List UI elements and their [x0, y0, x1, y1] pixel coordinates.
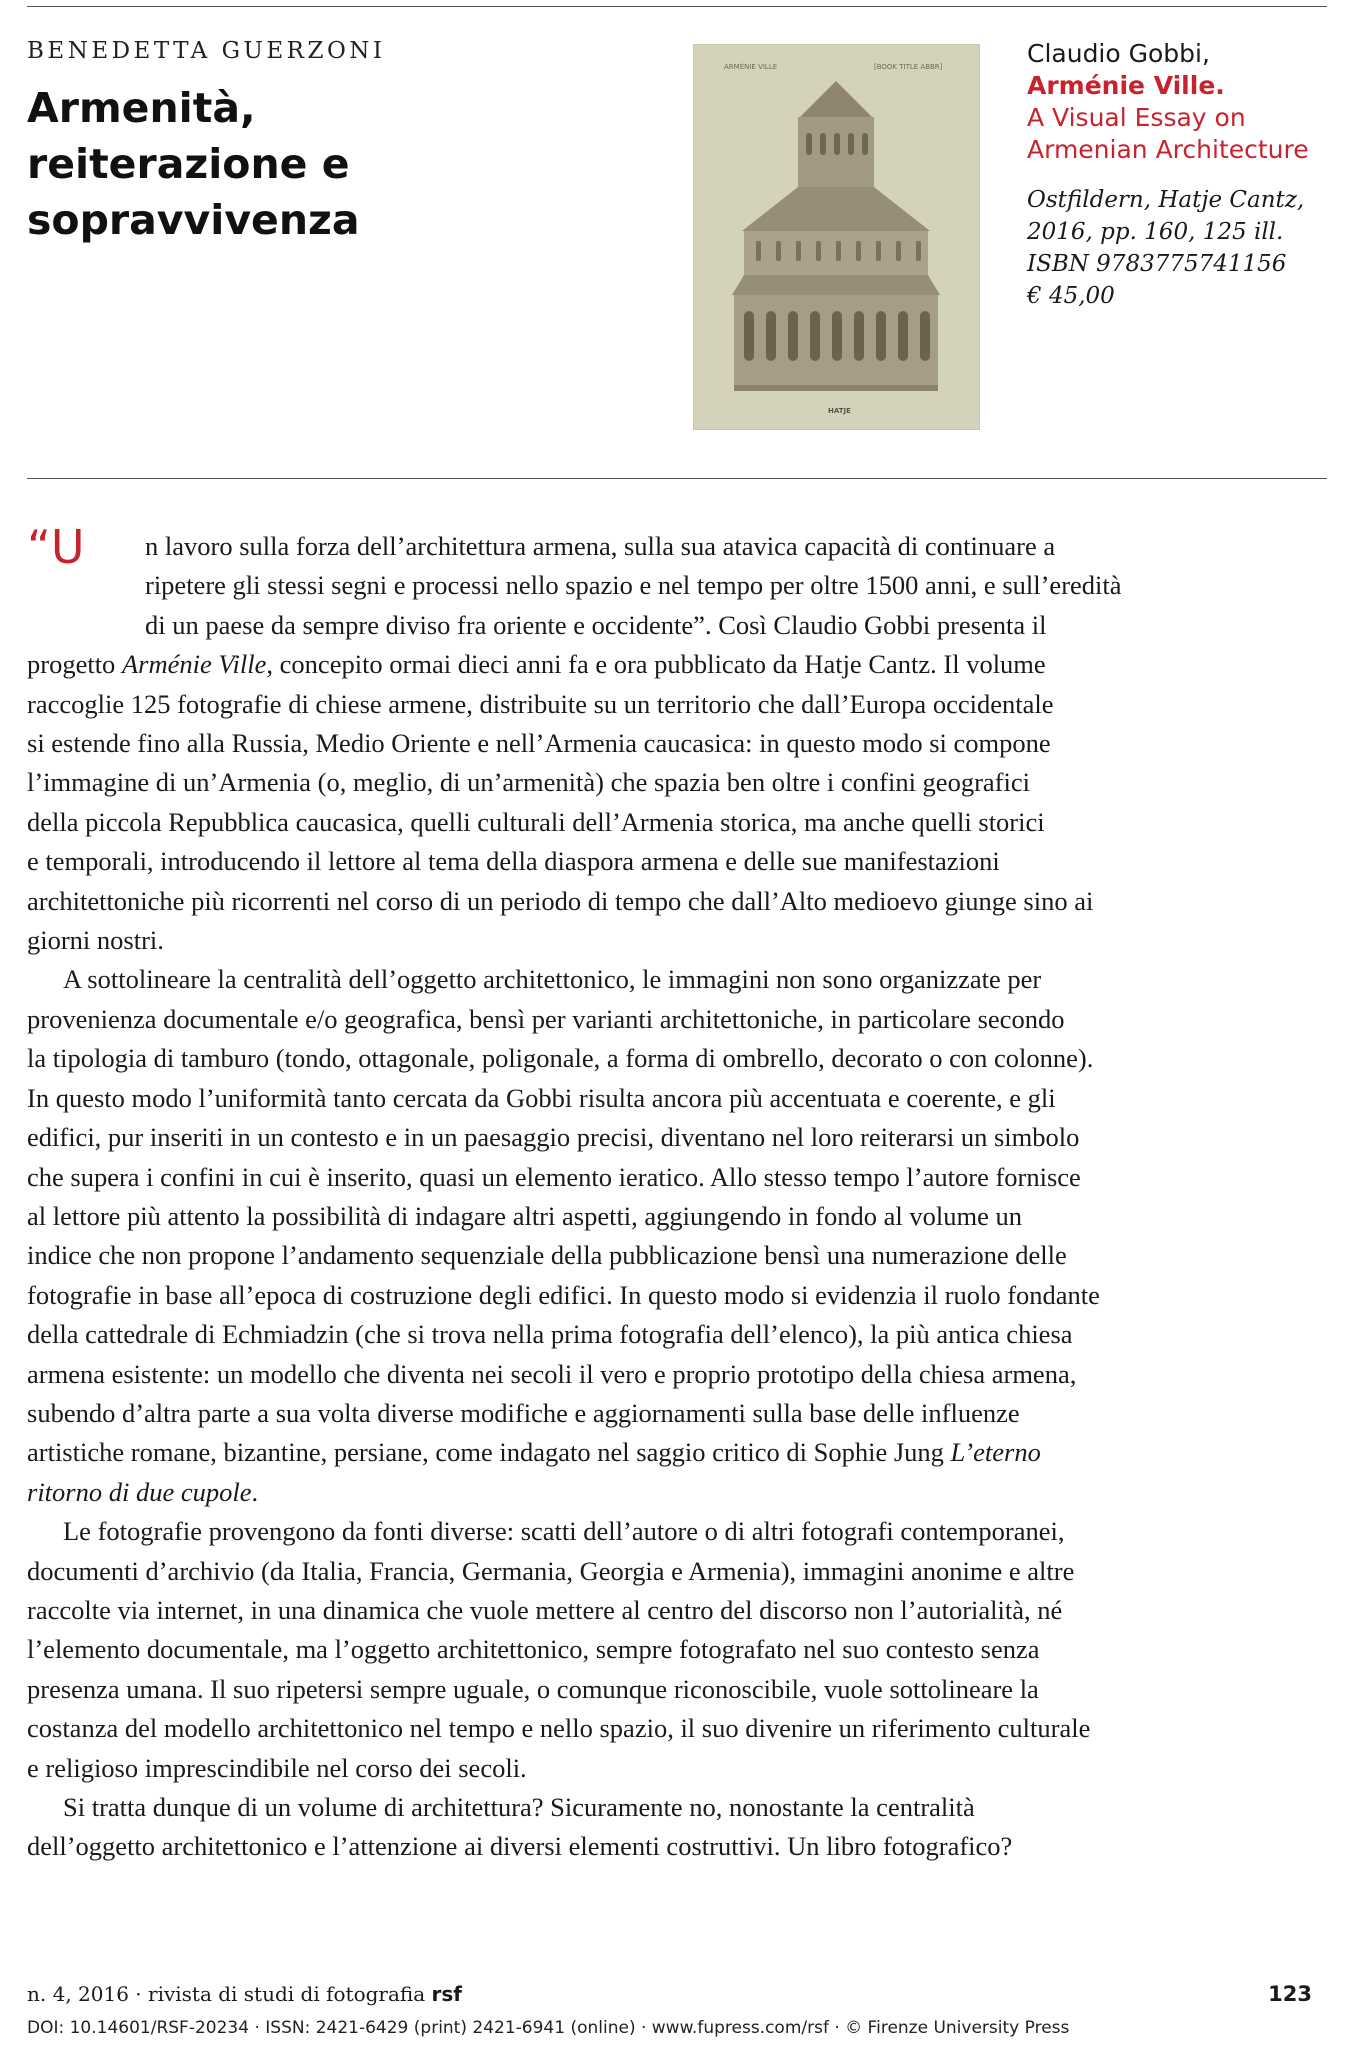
body-line: [27, 645, 1337, 684]
title-line: Armenità,: [27, 84, 256, 132]
book-cover-image: [693, 44, 980, 430]
pub-line: 2016, pp. 160, 125 ill.: [1027, 219, 1284, 245]
journal-info: [27, 1982, 462, 2006]
body-line: della piccola Repubblica caucasica, quelli culturali dell’Armenia storica, ma anche quelli storici: [27, 806, 1045, 837]
body-line: indice che non propone l’andamento sequenziale della pubblicazione bensì una numerazione delle: [27, 1240, 1067, 1271]
body-line: e temporali, introducendo il lettore al tema della diaspora armena e delle sue manifestazioni: [27, 846, 1000, 877]
body-line: costanza del modello architettonico nel tempo e nello spazio, il suo divenire un riferimento culturale: [27, 1713, 1091, 1744]
body-line: raccolte via internet, in una dinamica che vuole mettere al centro del discorso non l’autorialità, né: [27, 1594, 1063, 1625]
book-reference: [1027, 38, 1337, 312]
essay-title-italic: L’eterno: [950, 1437, 1041, 1468]
body-line: n lavoro sulla forza dell’architettura armena, sulla sua atavica capacità di continuare a: [145, 531, 1056, 561]
body-line: giorni nostri.: [27, 925, 164, 956]
body-line: l’immagine di un’Armenia (o, meglio, di un’armenità) che spazia ben oltre i confini geografici: [27, 767, 1030, 798]
body-line: presenza umana. Il suo ripetersi sempre uguale, o comunque riconoscibile, vuole sottolineare la: [27, 1673, 1039, 1704]
body-line: l’elemento documentale, ma l’oggetto architettonico, sempre fotografato nel suo contesto senza: [27, 1634, 1040, 1665]
title-line: reiterazione e: [27, 140, 350, 188]
body-line: [27, 1473, 1337, 1512]
article-author: BENEDETTA GUERZONI: [27, 38, 386, 64]
body-line: la tipologia di tamburo (tondo, ottagonale, poligonale, a forma di ombrello, decorato o con colonne).: [27, 1043, 1094, 1074]
doi-line: DOI: 10.14601/RSF-20234 · ISSN: 2421-6429 (print) 2421-6941 (online) · www.fupress.com/rsf · © Firenze University Press: [27, 2018, 1070, 2038]
drop-cap: “U: [27, 520, 85, 574]
title-line: sopravvivenza: [27, 196, 360, 244]
top-rule: [27, 6, 1327, 7]
body-line: armena esistente: un modello che diventa nei secoli il vero e proprio prototipo della chiesa armena,: [27, 1358, 1077, 1389]
body-line: edifici, pur inseriti in un contesto e in un paesaggio precisi, diventano nel loro reiterarsi un simbolo: [27, 1122, 1080, 1153]
page-footer: [27, 1982, 1312, 2006]
article-body: [27, 527, 1337, 1867]
pub-line: ISBN 9783775741156: [1027, 251, 1287, 277]
book-author: Claudio Gobbi,: [1027, 39, 1210, 68]
book-title: Arménie Ville.: [1027, 71, 1225, 100]
journal-abbr: rsf: [431, 1982, 462, 2006]
body-line: provenienza documentale e/o geografica, bensì per varianti architettoniche, in particolare secondo: [27, 1003, 1065, 1034]
body-text-span: progetto: [27, 649, 122, 680]
section-rule: [27, 478, 1327, 479]
cover-imprint: HATJE: [828, 407, 851, 415]
church-illustration: [694, 45, 979, 429]
body-text-span: , concepito ormai dieci anni fa e ora pubblicato da Hatje Cantz. Il volume: [266, 649, 1046, 680]
page-number: 123: [1268, 1982, 1312, 2006]
body-line: architettoniche più ricorrenti nel corso di un periodo di tempo che dall’Alto medioevo giunge sino ai: [27, 885, 1094, 916]
body-text-span: .: [251, 1476, 259, 1507]
journal-text: n. 4, 2016 · rivista di studi di fotografia: [27, 1982, 432, 2006]
book-title-italic: Arménie Ville: [121, 649, 267, 680]
book-subtitle-line: Armenian Architecture: [1027, 135, 1309, 164]
body-line: A sottolineare la centralità dell’oggetto architettonico, le immagini non sono organizzate per: [63, 964, 1042, 995]
body-line: che supera i confini in cui è inserito, quasi un elemento ieratico. Allo stesso tempo l’autore fornisce: [27, 1161, 1081, 1192]
body-line: raccoglie 125 fotografie di chiese armene, distribuite su un territorio che dall’Europa occidentale: [27, 688, 1054, 719]
body-line: In questo modo l’uniformità tanto cercata da Gobbi risulta ancora più accentuata e coerente, e gli: [27, 1082, 1056, 1113]
body-line: subendo d’altra parte a sua volta diverse modifiche e aggiornamenti sulla base delle influenze: [27, 1397, 1020, 1428]
body-line: si estende fino alla Russia, Medio Oriente e nell’Armenia caucasica: in questo modo si compone: [27, 728, 1051, 759]
body-line: di un paese da sempre diviso fra oriente e occidente”. Così Claudio Gobbi presenta il: [145, 609, 1047, 640]
body-line: dell’oggetto architettonico e l’attenzione ai diversi elementi costruttivi. Un libro fotografico?: [27, 1831, 1013, 1862]
body-line: ripetere gli stessi segni e processi nello spazio e nel tempo per oltre 1500 anni, e sull’eredità: [145, 570, 1122, 601]
pub-price: € 45,00: [1027, 283, 1115, 309]
essay-title-italic: ritorno di due cupole: [27, 1476, 252, 1507]
body-line: Le fotografie provengono da fonti diverse: scatti dell’autore o di altri fotografi contemporanei,: [63, 1516, 1065, 1547]
body-line: della cattedrale di Echmiadzin (che si trova nella prima fotografia dell’elenco), la più antica chiesa: [27, 1319, 1073, 1350]
pub-line: Ostfildern, Hatje Cantz,: [1027, 187, 1305, 213]
book-publication-info: [1027, 184, 1337, 312]
body-text-span: artistiche romane, bizantine, persiane, come indagato nel saggio critico di Sophie Jung: [27, 1437, 951, 1468]
body-line: fotografie in base all’epoca di costruzione degli edifici. In questo modo si evidenzia il ruolo fondante: [27, 1279, 1100, 1310]
body-line: Si tratta dunque di un volume di architettura? Sicuramente no, nonostante la centralità: [63, 1792, 975, 1822]
body-line: documenti d’archivio (da Italia, Francia, Germania, Georgia e Armenia), immagini anonime e altre: [27, 1555, 1075, 1586]
cover-label-right: [BOOK TITLE ABBR]: [874, 63, 943, 71]
article-title: [27, 80, 647, 248]
body-line: e religioso imprescindibile nel corso dei secoli.: [27, 1752, 527, 1783]
cover-label-left: ARMÉNIE VILLE: [724, 63, 778, 71]
body-line: al lettore più attento la possibilità di indagare altri aspetti, aggiungendo in fondo al volume un: [27, 1200, 1022, 1231]
book-subtitle-line: A Visual Essay on: [1027, 103, 1246, 132]
body-line: [27, 1433, 1337, 1472]
